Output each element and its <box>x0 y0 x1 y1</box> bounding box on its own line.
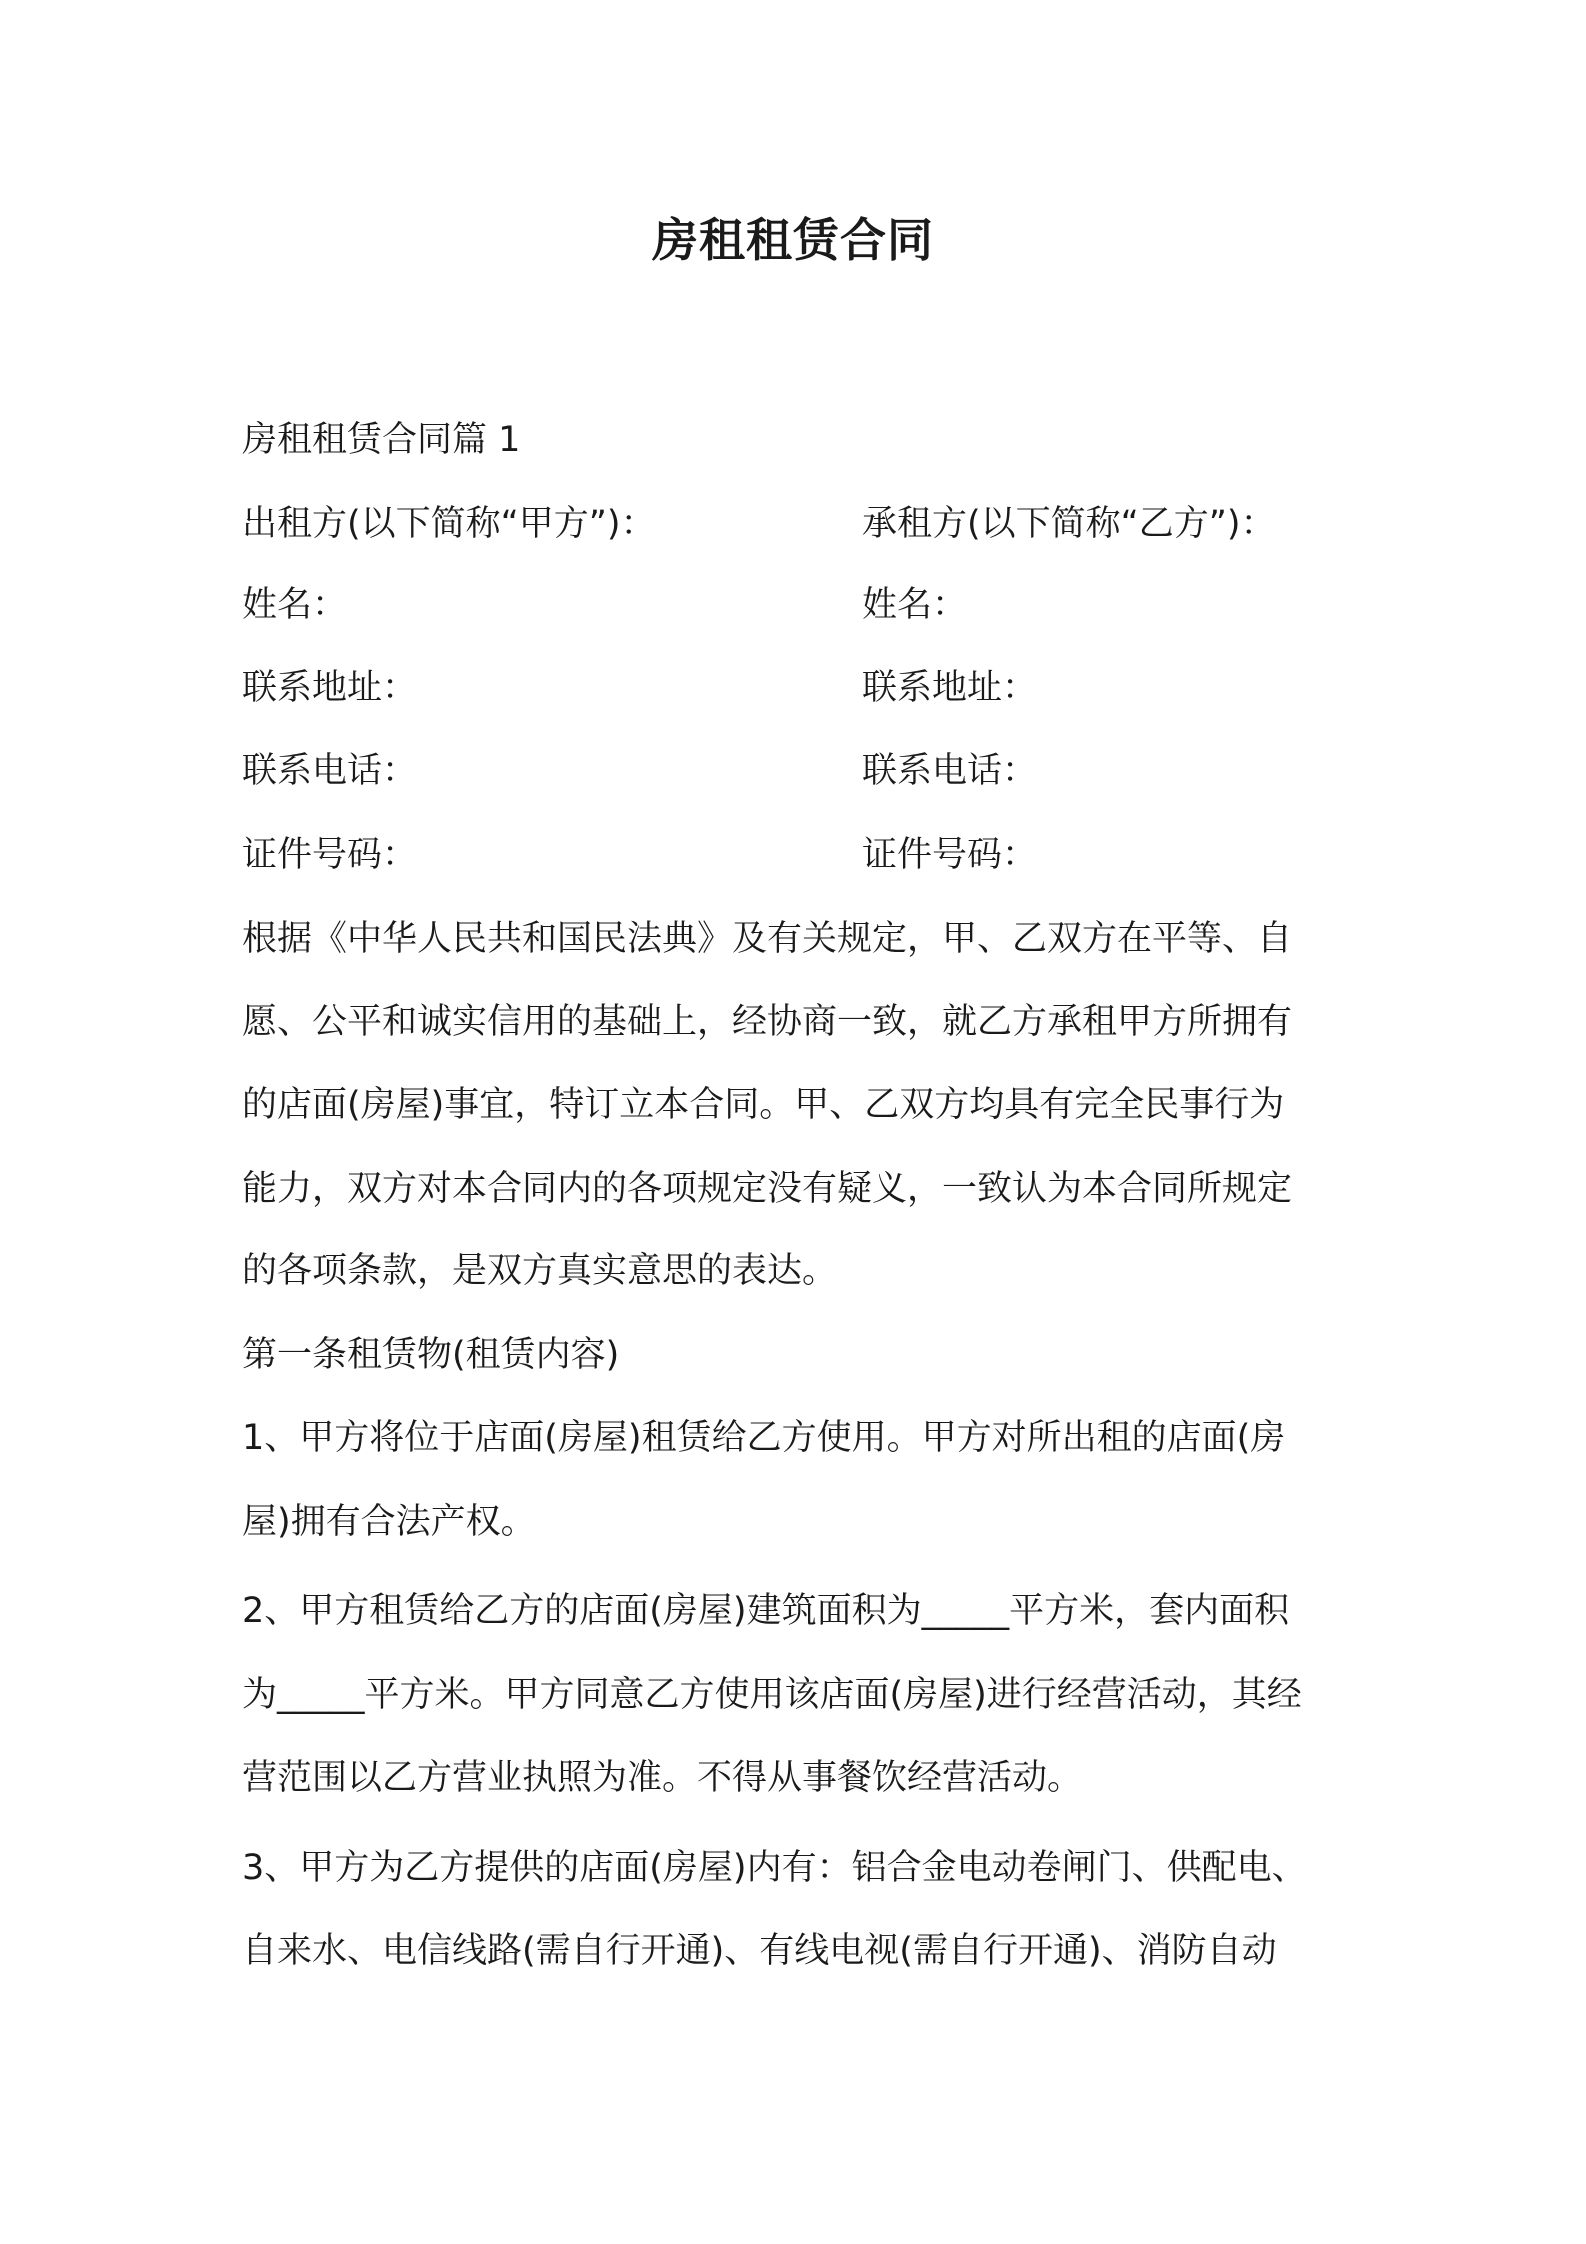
preamble-line: 根据《中华人民共和国民法典》及有关规定，甲、乙双方在平等、自 <box>242 919 1293 959</box>
clause-2-line: 为_____平方米。甲方同意乙方使用该店面(房屋)进行经营活动，其经 <box>242 1675 1302 1715</box>
lessor-address-field: 联系地址： <box>242 668 418 708</box>
document-title: 房租租赁合同 <box>652 213 934 267</box>
preamble-line: 能力，双方对本合同内的各项规定没有疑义，一致认为本合同所规定 <box>242 1169 1293 1209</box>
preamble-line: 的各项条款，是双方真实意思的表达。 <box>242 1251 838 1291</box>
article-1-heading: 第一条租赁物(租赁内容) <box>242 1335 620 1375</box>
preamble-line: 的店面(房屋)事宜，特订立本合同。甲、乙双方均具有完全民事行为 <box>242 1085 1285 1125</box>
lessee-id-field: 证件号码： <box>862 835 1038 875</box>
section-heading: 房租租赁合同篇 1 <box>242 420 521 460</box>
lessee-heading: 承租方(以下简称“乙方”)： <box>862 504 1276 544</box>
lessor-id-field: 证件号码： <box>242 835 418 875</box>
lessee-name-field: 姓名： <box>862 585 968 625</box>
preamble-line: 愿、公平和诚实信用的基础上，经协商一致，就乙方承租甲方所拥有 <box>242 1002 1293 1042</box>
lessee-phone-field: 联系电话： <box>862 751 1038 791</box>
clause-3-line: 3、甲方为乙方提供的店面(房屋)内有：铝合金电动卷闸门、供配电、 <box>242 1848 1307 1888</box>
clause-2-line: 2、甲方租赁给乙方的店面(房屋)建筑面积为_____平方米，套内面积 <box>242 1591 1290 1631</box>
lessor-name-field: 姓名： <box>242 585 348 625</box>
lessee-address-field: 联系地址： <box>862 668 1038 708</box>
lessor-phone-field: 联系电话： <box>242 751 418 791</box>
clause-2-line: 营范围以乙方营业执照为准。不得从事餐饮经营活动。 <box>242 1758 1083 1798</box>
clause-1-line: 1、甲方将位于店面(房屋)租赁给乙方使用。甲方对所出租的店面(房 <box>242 1418 1286 1458</box>
clause-1-line: 屋)拥有合法产权。 <box>242 1502 536 1542</box>
clause-3-line: 自来水、电信线路(需自行开通)、有线电视(需自行开通)、消防自动 <box>242 1931 1277 1971</box>
lessor-heading: 出租方(以下简称“甲方”)： <box>242 504 656 544</box>
